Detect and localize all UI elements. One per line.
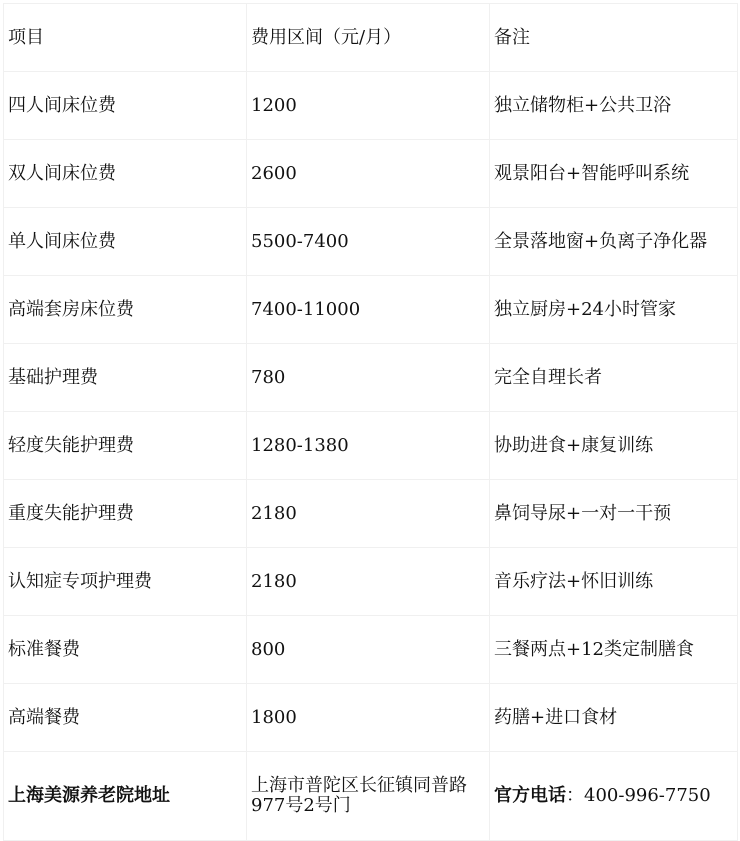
note-cell: 独立厨房+24小时管家 — [490, 276, 738, 344]
item-cell: 四人间床位费 — [4, 72, 247, 140]
note-cell: 药膳+进口食材 — [490, 684, 738, 752]
table-row — [4, 344, 738, 412]
phone-value: 400-996-7750 — [584, 785, 711, 806]
note-cell: 三餐两点+12类定制膳食 — [490, 616, 738, 684]
item-cell: 轻度失能护理费 — [4, 412, 247, 480]
note-cell: 完全自理长者 — [490, 344, 738, 412]
item-cell: 认知症专项护理费 — [4, 548, 247, 616]
phone-label: 官方电话 — [494, 785, 566, 806]
range-cell: 1280-1380 — [247, 412, 490, 480]
phone-separator: ： — [566, 785, 584, 806]
item-cell: 高端套房床位费 — [4, 276, 247, 344]
table-row — [4, 208, 738, 276]
note-cell: 音乐疗法+怀旧训练 — [490, 548, 738, 616]
item-cell: 标准餐费 — [4, 616, 247, 684]
item-cell: 基础护理费 — [4, 344, 247, 412]
header-item: 项目 — [4, 4, 247, 72]
note-cell: 独立储物柜+公共卫浴 — [490, 72, 738, 140]
item-cell: 双人间床位费 — [4, 140, 247, 208]
table-row — [4, 684, 738, 752]
table-row — [4, 276, 738, 344]
table-row — [4, 140, 738, 208]
range-cell: 780 — [247, 344, 490, 412]
range-cell: 5500-7400 — [247, 208, 490, 276]
note-cell: 观景阳台+智能呼叫系统 — [490, 140, 738, 208]
range-cell: 2180 — [247, 480, 490, 548]
table-row — [4, 616, 738, 684]
header-note: 备注 — [490, 4, 738, 72]
range-cell: 2180 — [247, 548, 490, 616]
table-row — [4, 412, 738, 480]
footer-row — [4, 752, 738, 841]
phone-cell — [490, 752, 738, 841]
item-cell: 重度失能护理费 — [4, 480, 247, 548]
header-range: 费用区间（元/月） — [247, 4, 490, 72]
range-cell: 800 — [247, 616, 490, 684]
range-cell: 2600 — [247, 140, 490, 208]
table-header-row — [4, 4, 738, 72]
note-cell: 全景落地窗+负离子净化器 — [490, 208, 738, 276]
note-cell: 鼻饲导尿+一对一干预 — [490, 480, 738, 548]
address-label: 上海美源养老院地址 — [4, 752, 247, 841]
range-cell: 7400-11000 — [247, 276, 490, 344]
item-cell: 高端餐费 — [4, 684, 247, 752]
table-row — [4, 480, 738, 548]
item-cell: 单人间床位费 — [4, 208, 247, 276]
table-row — [4, 72, 738, 140]
note-cell: 协助进食+康复训练 — [490, 412, 738, 480]
table-row — [4, 548, 738, 616]
fee-table — [3, 3, 738, 841]
range-cell: 1800 — [247, 684, 490, 752]
range-cell: 1200 — [247, 72, 490, 140]
address-value: 上海市普陀区长征镇同普路977号2号门 — [247, 752, 490, 841]
